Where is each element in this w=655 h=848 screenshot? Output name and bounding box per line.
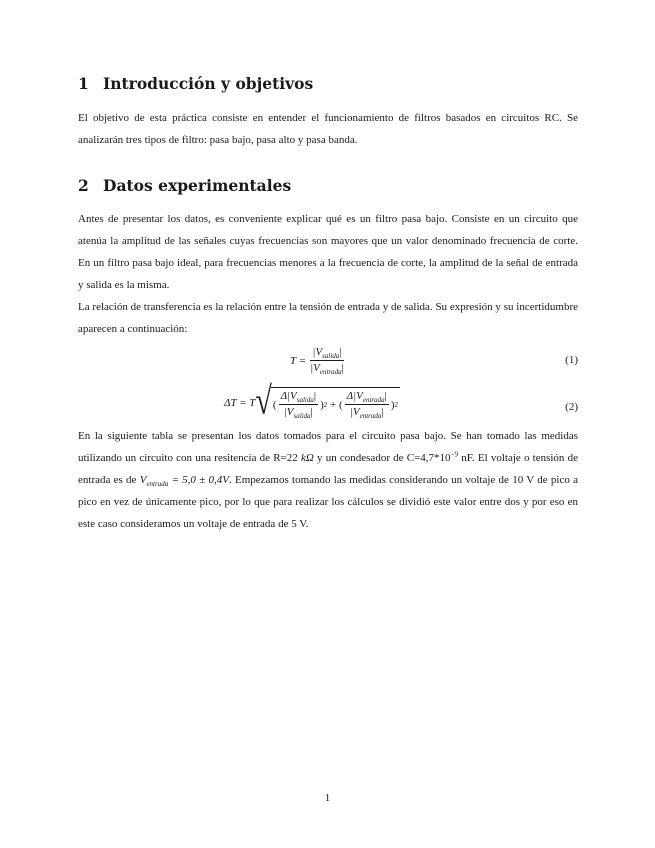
eq1-numerator: |V (312, 346, 323, 358)
eq2-lhs: ΔT = T (224, 397, 256, 409)
intro-paragraph (78, 107, 578, 151)
eq1-numerator-close: | (339, 346, 342, 358)
section-1-title: Introducción y objetivos (103, 74, 314, 93)
equation-2-number: (2) (565, 401, 578, 413)
filter-explanation-text: Antes de presentar los datos, es conveniente explicar qué es un filtro pasa bajo. Consiste en un circuito que atenúa la amplitud de las señales cuyas frecuencias son mayores que un valor denominado frecuencia de corte. En un filtro pasa bajo ideal, para frecuencias menores a la frecuencia de corte, la amplitud de la señal de entrada y salida es la misma. (78, 213, 578, 291)
transfer-intro-text: La relación de transferencia es la relación entre la tensión de entrada y de salida. Su expresión y su incertidumbre aparecen a continuación: (78, 301, 578, 335)
kohm-unit: kΩ (300, 452, 314, 464)
section-1-number: 1 (78, 74, 89, 93)
eq1-denominator-close: | (341, 362, 344, 374)
equation-1 (78, 346, 578, 380)
eq2-t2-denominator-sub: entrada (359, 412, 382, 421)
eq2-close-paren-2: ) (390, 398, 395, 411)
vin-subscript: entrada (146, 480, 169, 489)
eq2-t2-numerator-sub: entrada (362, 396, 385, 405)
eq2-t1-denominator-sub: salida (293, 412, 311, 421)
equation-2-body (224, 379, 400, 423)
eq2-close-paren-1: ) (320, 398, 324, 411)
eq2-t2-denominator: |V (349, 406, 360, 418)
section-2-title: Datos experimentales (103, 176, 292, 195)
data-paragraph-3 (78, 425, 578, 535)
eq2-t2-denominator-close: | (381, 406, 384, 418)
eq2-t1-numerator-sub: salida (296, 396, 314, 405)
eq1-fraction (308, 346, 346, 375)
equation-1-number: (1) (565, 354, 578, 366)
measurements-part-1: En la siguiente tabla se presentan los datos tomados para el circuito pasa bajo. Se han tomado las medidas utilizando un circuito con una resitencia de R=22 (78, 430, 578, 464)
eq2-t2-numerator-close: | (384, 390, 387, 402)
eq2-fraction-1 (279, 390, 319, 419)
eq2-fraction-2 (345, 390, 389, 419)
measurements-part-3: nF. El voltaje o tensión de entrada es de (78, 452, 579, 486)
intro-text: El objetivo de esta práctica consiste en entender el funcionamiento de filtros basados en circuitos RC. Se analizarán tres tipos de filtro: pasa bajo, pasa alto y pasa banda. (78, 112, 578, 146)
data-paragraph-1 (78, 208, 578, 340)
eq1-denominator: |V (310, 362, 320, 374)
measurements-text (78, 425, 578, 535)
capacitance-exponent: −9 (450, 450, 458, 459)
eq2-t1-denominator-close: | (310, 406, 313, 418)
eq2-plus: + ( (327, 398, 343, 411)
eq1-lhs: T = (290, 354, 307, 367)
page-number: 1 (324, 792, 331, 804)
section-2-heading (78, 176, 291, 195)
eq1-numerator-sub: salida (322, 352, 340, 361)
vin-value: = 5,0 ± 0,4V (168, 474, 229, 486)
sqrt-sign: √ ( $\frac{\Delta|V_{salida}|}{|V_{salida}|}$ ) 2 + ( $\frac{\Delta|V_{entrada}|}{|V_{entrada}|}$ ) 2 (255, 379, 398, 423)
section-2-number: 2 (78, 176, 89, 195)
vin-symbol: V (139, 474, 147, 486)
eq2-t1-numerator-close: | (313, 390, 317, 402)
eq1-denominator-sub: entrada (319, 368, 342, 377)
eq2-open-paren-1: ( (272, 398, 277, 411)
equation-1-body (290, 346, 348, 375)
measurements-part-4: . Empezamos tomando las medidas considerando un voltaje de 10 V de pico a pico en vez de únicamente pico, por lo que para realizar los cálculos se dividió este valor entre dos y por eso en este caso consideramos un voltaje de entrada de 5 V. (78, 474, 579, 530)
section-1-heading (78, 74, 313, 93)
measurements-part-2: y un condesador de C=4,7*10 (313, 452, 451, 464)
eq2-t1-numerator: Δ|V (280, 390, 297, 402)
eq2-t1-denominator: |V (283, 406, 294, 418)
eq2-t2-numerator: Δ|V (346, 390, 363, 402)
